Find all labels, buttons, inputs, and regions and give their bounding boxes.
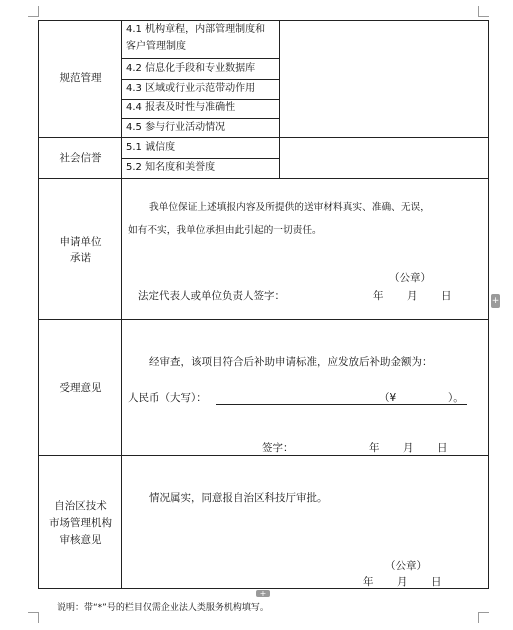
item-4-4: 4.4 报表及时性与准确性 — [126, 102, 236, 113]
item-5-1: 5.1 诚信度 — [126, 142, 176, 153]
review-text: 情况属实，同意报自治区科技厅审批。 — [149, 492, 328, 504]
section-label-shenhe-1: 自治区技术 — [54, 500, 107, 512]
acceptance-date-year: 年 — [369, 442, 380, 454]
rmb-numeric-close: ）。 — [448, 392, 464, 404]
acceptance-date-month: 月 — [403, 442, 414, 454]
commitment-sign-label: 法定代表人或单位负责人签字： — [138, 290, 285, 302]
section-divider — [39, 178, 489, 179]
rmb-label: 人民币（大写）： — [128, 392, 207, 404]
commitment-seal: （公章） — [389, 272, 431, 284]
crop-mark-bottom-left — [28, 612, 39, 623]
item-4-1: 4.1 机构章程，内部管理制度和 — [126, 24, 266, 35]
score-column-divider — [279, 21, 280, 178]
review-date-year: 年 — [363, 576, 374, 588]
review-seal: （公章） — [385, 560, 427, 572]
form-table — [38, 20, 489, 589]
acceptance-date-day: 日 — [437, 442, 448, 454]
section-label-shenhe-3: 审核意见 — [59, 534, 102, 546]
row-divider — [122, 118, 279, 119]
item-5-2: 5.2 知名度和美誉度 — [126, 162, 216, 173]
crop-mark-top-right — [478, 6, 489, 17]
review-date-day: 日 — [431, 576, 442, 588]
table-resize-handle-right[interactable]: + — [491, 296, 500, 306]
commitment-text-1: 我单位保证上述填报内容及所提供的送审材料真实、准确、无误， — [149, 202, 430, 213]
item-4-5: 4.5 参与行业活动情况 — [126, 122, 226, 133]
item-4-1-cont: 客户管理制度 — [126, 41, 186, 52]
commitment-date-year: 年 — [373, 290, 384, 302]
section-label-shouli: 受理意见 — [59, 382, 102, 394]
section-label-chengnuo-1: 申请单位 — [59, 236, 102, 248]
table-resize-handle-bottom[interactable]: + — [256, 590, 270, 597]
row-divider — [122, 58, 279, 59]
footnote: 说明：带“*”号的栏目仅需企业法人类服务机构填写。 — [57, 603, 269, 613]
section-divider — [39, 455, 489, 456]
review-date-month: 月 — [397, 576, 408, 588]
commitment-date-month: 月 — [407, 290, 418, 302]
rmb-amount-line[interactable] — [216, 404, 467, 405]
section-label-chengnuo-2: 承诺 — [70, 252, 91, 264]
rmb-numeric-open: （¥ — [379, 392, 397, 404]
row-divider — [122, 158, 279, 159]
commitment-text-2: 如有不实，我单位承担由此引起的一切责任。 — [128, 225, 322, 236]
item-4-3: 4.3 区域或行业示范带动作用 — [126, 83, 256, 94]
row-divider — [122, 79, 279, 80]
section-label-guifan: 规范管理 — [59, 72, 102, 84]
section-label-shehui: 社会信誉 — [59, 152, 102, 164]
section-divider — [39, 137, 489, 138]
section-label-shenhe-2: 市场管理机构 — [49, 517, 112, 529]
section-divider — [39, 319, 489, 320]
item-4-2: 4.2 信息化手段和专业数据库 — [126, 63, 256, 74]
crop-mark-top-left — [28, 6, 39, 17]
acceptance-sign-label: 签字： — [262, 442, 294, 454]
crop-mark-bottom-right — [478, 612, 489, 623]
acceptance-text: 经审查，该项目符合后补助申请标准，应发放后补助金额为： — [149, 356, 433, 368]
commitment-date-day: 日 — [441, 290, 452, 302]
